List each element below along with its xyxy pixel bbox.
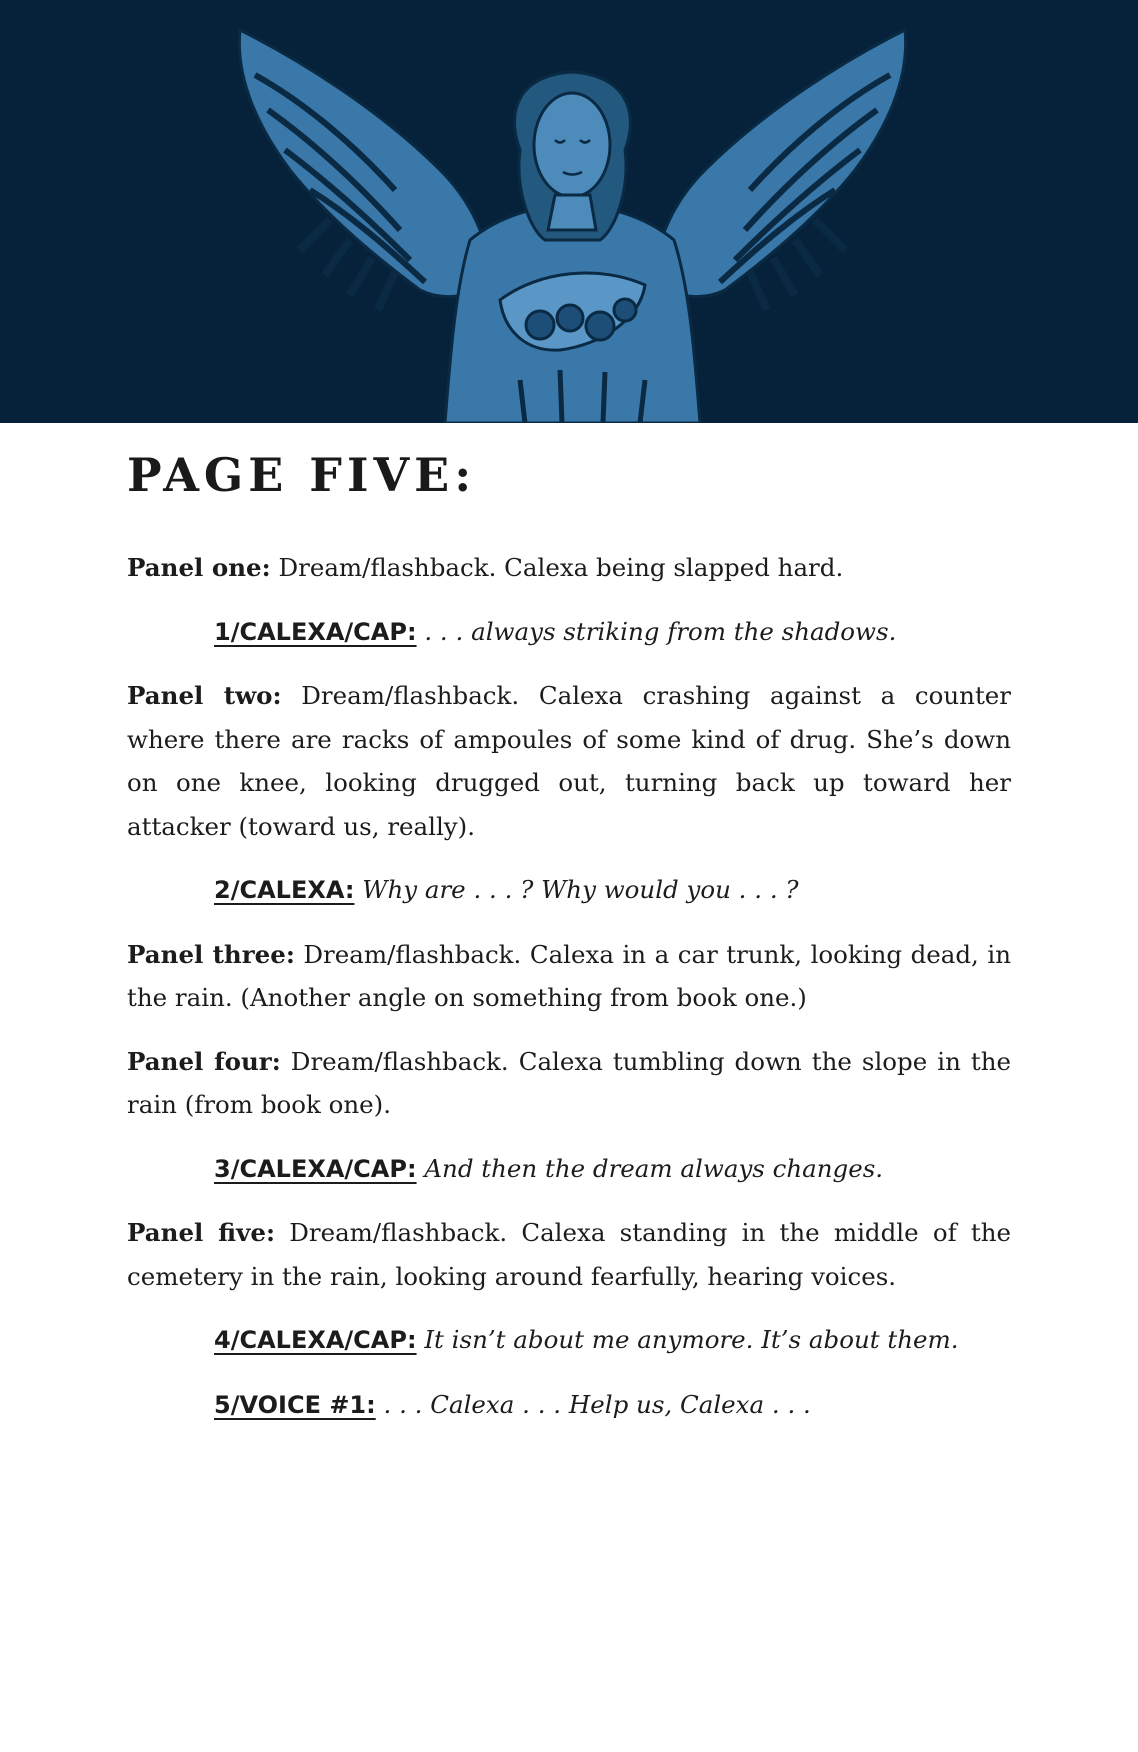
panel-text: Dream/flashback. Calexa tumbling down the slope in the rain (from book one). (127, 1046, 1011, 1119)
angel-statue-illustration (0, 0, 1138, 423)
dialogue-text: . . . always striking from the shadows. (424, 616, 897, 646)
right-wing (655, 30, 906, 310)
speaker-tag: 3/CALEXA/CAP: (214, 1154, 417, 1183)
dialogue-line (214, 868, 1011, 913)
panel-text: Dream/flashback. Calexa standing in the middle of the cemetery in the rain, looking around fearfully, hearing voices. (127, 1218, 1011, 1291)
dialogue-text: Why are . . . ? Why would you . . . ? (362, 875, 799, 904)
speaker-tag: 2/CALEXA: (214, 876, 355, 904)
script-body (127, 546, 1011, 1447)
speaker-tag: 4/CALEXA/CAP: (214, 1326, 417, 1354)
speaker-tag: 5/VOICE #1: (214, 1390, 376, 1419)
panel-text: Dream/flashback. Calexa in a car trunk, looking dead, in the rain. (Another angle on something from book one.) (127, 939, 1011, 1012)
dialogue-text: And then the dream always changes. (424, 1153, 884, 1183)
panel-description (127, 674, 1011, 848)
panel-text: Dream/flashback. Calexa being slapped hard. (278, 553, 844, 582)
dialogue-text: . . . Calexa . . . Help us, Calexa . . . (383, 1389, 811, 1419)
dialogue-text: It isn’t about me anymore. It’s about them. (424, 1325, 959, 1354)
header-banner (0, 0, 1138, 423)
dialogue-line (214, 1383, 1011, 1428)
panel-label: Panel two: (127, 681, 282, 710)
dialogue-line (214, 1147, 1011, 1192)
panel-description (127, 546, 1011, 590)
dialogue-line (214, 1318, 1011, 1363)
dialogue-line (214, 610, 1011, 655)
panel-label: Panel one: (127, 553, 271, 582)
panel-description (127, 933, 1011, 1020)
panel-label: Panel five: (127, 1218, 275, 1247)
panel-text: Dream/flashback. Calexa crashing against a counter where there are racks of ampoules of some kind of drug. She’s down on one knee, looking drugged out, turning back up toward her attacker (toward us, really). (127, 681, 1011, 841)
speaker-tag: 1/CALEXA/CAP: (214, 617, 417, 646)
statue-head (514, 72, 630, 240)
panel-description (127, 1211, 1011, 1298)
panel-label: Panel three: (127, 939, 295, 969)
panel-description (127, 1040, 1011, 1127)
panel-label: Panel four: (127, 1046, 281, 1076)
left-wing (239, 30, 490, 310)
page-title: PAGE FIVE: (127, 448, 477, 502)
